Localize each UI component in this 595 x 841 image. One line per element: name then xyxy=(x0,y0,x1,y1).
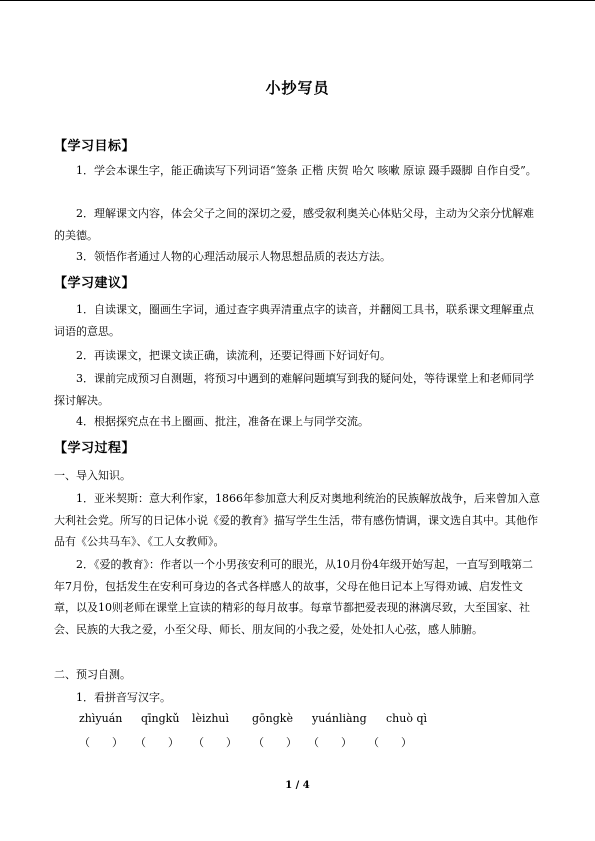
part1-item-2: 2．《爱的教育》：作者以一个小男孩安利可的眼光，从10月份4年级开始写起，一直写到哦第二年7月份，包括发生在安利可身边的各式各样感人的故事，父母在他日记本上写得劝诫、启发性文章，以及10则老师在课堂上宣读的精彩的每月故事。每章节都把爱表现的淋漓尽致，大至国家、社会、民族的大我之爱，小至父母、师长、朋友间的小我之爱，处处扣人心弦，感人肺腑。 xyxy=(54,558,533,636)
suggestion-item-4: 4．根据探究点在书上圈画、批注，准备在课上与同学交流。 xyxy=(76,415,369,428)
section-heading-process: 【学习过程】 xyxy=(54,441,136,456)
part2-item-1: 1．看拼音写汉字。 xyxy=(76,691,171,704)
part1-item-1: 1．亚米契斯：意大利作家，1866年参加意大利反对奥地利统治的民族解放战争，后来曾加入意大利社会党。所写的日记体小说《爱的教育》描写学生生活，带有感伤情调，课文选自其中。其他作品有《公共马车》、《工人女教师》。 xyxy=(54,492,540,548)
suggestion-item-3: 3．课前完成预习自测题，将预习中遇到的难解问题填写到我的疑问处，等待课堂上和老师同学探讨解决。 xyxy=(54,372,534,407)
pinyin-5: yuánliàng xyxy=(312,712,367,725)
suggestion-item-2: 2．再读课文，把课文读正确，读流利，还要记得画下好词好句。 xyxy=(76,349,391,362)
suggestion-item-1: 1．自读课文，圈画生字词，通过查字典弄清重点字的读音，并翻阅工具书，联系课文理解重点词语的意思。 xyxy=(54,303,534,338)
pinyin-3: lèizhuì xyxy=(192,712,230,725)
answer-blank-5[interactable]: （ ） xyxy=(308,736,352,749)
goal-item-3: 3．领悟作者通过人物的心理活动展示人物思想品质的表达方法。 xyxy=(76,250,391,263)
page-title: 小抄写员 xyxy=(265,79,330,97)
part1-title: 一、导入知识。 xyxy=(54,469,131,482)
answer-blank-2[interactable]: （ ） xyxy=(135,736,179,749)
pinyin-4: gōngkè xyxy=(252,712,293,725)
goal-item-1: 1．学会本课生字，能正确读写下列词语“签条 正楷 庆贺 哈欠 咳嗽 原谅 蹑手蹑脚 自作自受”。 xyxy=(76,164,537,177)
section-heading-suggestions: 【学习建议】 xyxy=(54,276,136,291)
page-number: 1 / 4 xyxy=(285,780,310,791)
pinyin-2: qīngkǔ xyxy=(141,712,180,725)
pinyin-1: zhìyuán xyxy=(79,712,123,725)
answer-blank-4[interactable]: （ ） xyxy=(253,736,297,749)
answer-blank-6[interactable]: （ ） xyxy=(368,736,412,749)
section-heading-goals: 【学习目标】 xyxy=(54,139,136,154)
pinyin-6: chuò qì xyxy=(386,712,428,725)
part2-title: 二、预习自测。 xyxy=(54,668,131,681)
top-rule xyxy=(0,0,595,1)
answer-blank-3[interactable]: （ ） xyxy=(193,736,237,749)
answer-blank-1[interactable]: （ ） xyxy=(79,736,123,749)
goal-item-2: 2．理解课文内容，体会父子之间的深切之爱，感受叙利奥关心体贴父母，主动为父亲分忧解难的美德。 xyxy=(54,207,534,242)
